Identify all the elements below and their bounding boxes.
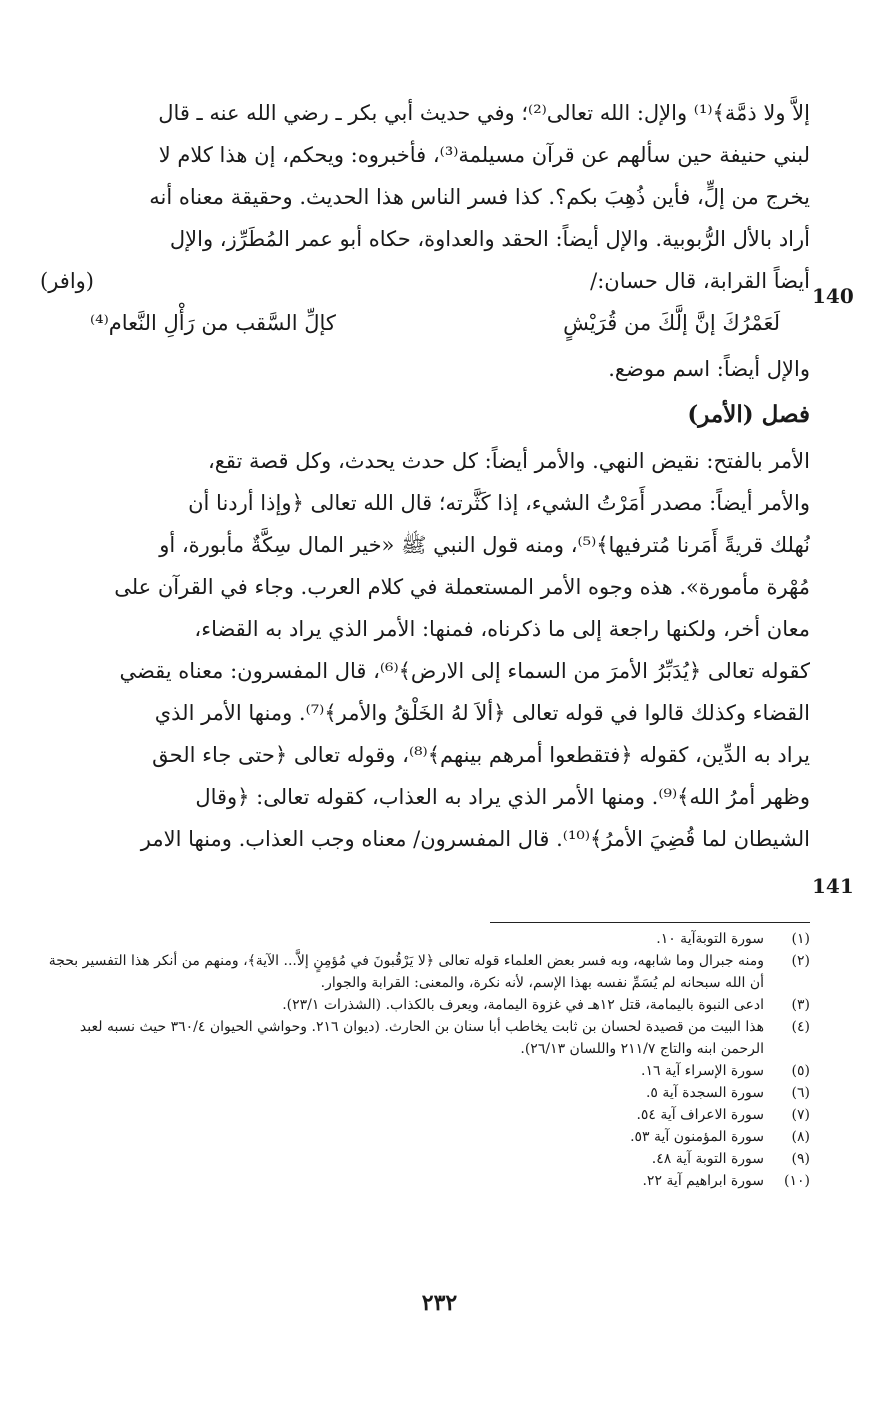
footnote-text: سورة التوبة آية ٤٨. xyxy=(651,1151,764,1167)
footnote xyxy=(40,928,810,950)
text-line: الشيطان لما قُضِيَ الأمرُ﴾⁽¹⁰⁾. قال المفسرون/ معناه وجب العذاب. ومنها الامر xyxy=(140,827,810,851)
text-line: والإل أيضاً: اسم موضع. xyxy=(608,357,810,381)
text-line: نُهلك قريةً أَمَرنا مُترفيها﴾⁽⁵⁾، ومنه قول النبي ﷺ «خير المال سِكَّةٌ مأبورة، أو xyxy=(159,533,810,557)
footnote-text: سورة التوبةآية ١٠. xyxy=(656,931,764,947)
main-text xyxy=(40,92,810,860)
footnote xyxy=(40,1148,810,1170)
text-line xyxy=(40,260,810,302)
footnote-number: (٩) xyxy=(791,1151,810,1167)
verse-second-hemistich: كإلِّ السَّقب من رَأْلِ النَّعام⁽⁴⁾ xyxy=(90,311,336,335)
footnote-number: (٦) xyxy=(791,1085,810,1101)
text-line: معان أخر، ولكنها راجعة إلى ما ذكرناه، فمنها: الأمر الذي يراد به القضاء، xyxy=(194,617,810,641)
footnote-text: ومنه جبرال وما شابهه، وبه فسر بعض العلماء قوله تعالى ﴿لا يَرْقُبونَ في مُؤمِنٍ إلاَّ... الآية﴾، ومنهم من أنكر هذا التفسير بحجة أن الله سبحانه لم يُسَمِّ نفسه بهذا الإسم، لأنه نكرة، والمعنى: القرابة والجوار. xyxy=(48,953,764,991)
footnote xyxy=(40,950,810,994)
footnote xyxy=(40,1170,810,1192)
poetic-meter: (وافر) xyxy=(40,269,94,293)
margin-page-marker: 141 xyxy=(812,874,854,898)
verse-line xyxy=(40,302,810,348)
text-line: أراد بالأل الرُّبوبية. والإل أيضاً: الحقد والعداوة، حكاه أبو عمر المُطَرِّز، والإل xyxy=(169,227,810,251)
footnote-text: هذا البيت من قصيدة لحسان بن ثابت يخاطب أبا سنان بن الحارث. (ديوان ٢١٦. وحواشي الحيوان ٣٦٠/٤ حيث نسبه لعبد الرحمن ابنه والتاج ٢١١/٧ واللسان ٢٦/١٣). xyxy=(79,1019,764,1057)
text-line-content: أيضاً القرابة، قال حسان:/ xyxy=(590,269,810,293)
footnote-number: (٤) xyxy=(791,1019,810,1035)
footnote-number: (٧) xyxy=(791,1107,810,1123)
footnote xyxy=(40,1126,810,1148)
footnote-number: (٢) xyxy=(791,953,810,969)
footnote-divider xyxy=(490,922,810,923)
text-line: وظهر أمرُ الله﴾⁽⁹⁾. ومنها الأمر الذي يراد به العذاب، كقوله تعالى: ﴿وقال xyxy=(195,785,810,809)
text-line: والأمر أيضاً: مصدر أَمَرْتُ الشيء، إذا كَثَّرته؛ قال الله تعالى ﴿وإذا أردنا أن xyxy=(188,491,810,515)
text-line: إلاَّ ولا ذمَّة﴾⁽¹⁾ والإل: الله تعالى⁽²⁾؛ وفي حديث أبي بكر ـ رضي الله عنه ـ قال xyxy=(158,101,810,125)
footnote-number: (٣) xyxy=(791,997,810,1013)
text-line: يخرج من إلٍّ، فأين ذُهِبَ بكم؟. كذا فسر الناس هذا الحديث. وحقيقة معناه أنه xyxy=(149,185,810,209)
footnote-text: سورة المؤمنون آية ٥٣. xyxy=(630,1129,764,1145)
text-line: يراد به الدِّين، كقوله ﴿فتقطعوا أمرهم بينهم﴾⁽⁸⁾، وقوله تعالى ﴿حتى جاء الحق xyxy=(152,743,810,767)
footnote-text: سورة ابراهيم آية ٢٢. xyxy=(642,1173,764,1189)
text-line: لبني حنيفة حين سألهم عن قرآن مسيلمة⁽³⁾، فأخبروه: ويحكم، إن هذا كلام لا xyxy=(158,143,810,167)
footnote-text: سورة الاعراف آية ٥٤. xyxy=(636,1107,764,1123)
text-line: مُهْرة مأمورة». هذه وجوه الأمر المستعملة في كلام العرب. وجاء في القرآن على xyxy=(114,575,810,599)
page-number: ٢٣٢ xyxy=(421,1290,458,1316)
footnote-number: (١) xyxy=(791,931,810,947)
text-line: كقوله تعالى ﴿يُدَبِّرُ الأمرَ من السماء إلى الارض﴾⁽⁶⁾، قال المفسرون: معناه يقضي xyxy=(119,659,810,683)
footnotes xyxy=(40,928,810,1192)
section-heading: فصل (الأمر) xyxy=(687,401,810,428)
footnote-text: ادعى النبوة باليمامة، قتل ١٢هـ في غزوة اليمامة، ويعرف بالكذاب. (الشذرات ٢٣/١). xyxy=(282,997,764,1013)
verse-first-hemistich: لَعَمْرُكَ إنَّ إلَّكَ من قُرَيْشٍ xyxy=(563,311,780,335)
text-line: الأمر بالفتح: نقيض النهي. والأمر أيضاً: كل حدث يحدث، وكل قصة تقع، xyxy=(207,449,810,473)
footnote-number: (٨) xyxy=(791,1129,810,1145)
footnote xyxy=(40,1060,810,1082)
text-line: القضاء وكذلك قالوا في قوله تعالى ﴿ألاَ لهُ الخَلْقُ والأمر﴾⁽⁷⁾. ومنها الأمر الذي xyxy=(154,701,810,725)
footnote xyxy=(40,1082,810,1104)
footnote-text: سورة السجدة آية ٥. xyxy=(645,1085,764,1101)
footnote-number: (١٠) xyxy=(784,1173,810,1189)
footnote-number: (٥) xyxy=(791,1063,810,1079)
margin-page-marker: 140 xyxy=(812,284,854,308)
footnote xyxy=(40,994,810,1016)
footnote xyxy=(40,1104,810,1126)
footnote xyxy=(40,1016,810,1060)
footnote-text: سورة الإسراء آية ١٦. xyxy=(640,1063,764,1079)
